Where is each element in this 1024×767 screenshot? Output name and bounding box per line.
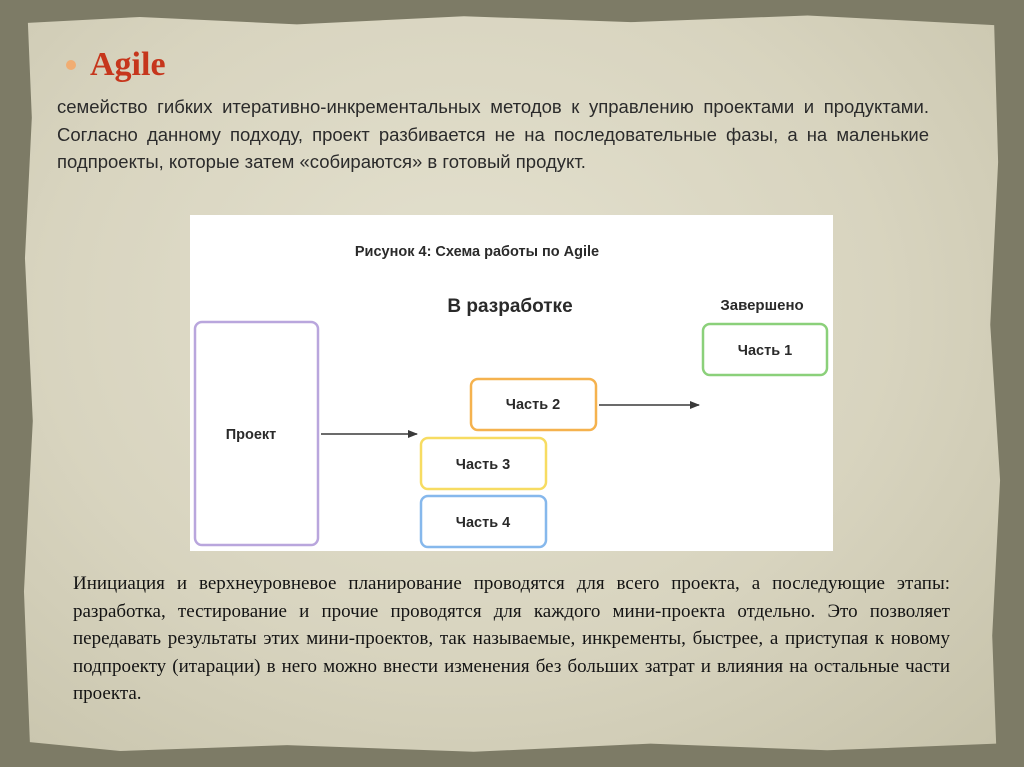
intro-paragraph: семейство гибких итеративно-инкрементальных методов к управлению проектами и продуктами. Согласно данному подходу, проект разбивается не на последовательные фазы, а на маленькие подпроекты, которые затем «собираются» в готовый продукт.: [57, 96, 929, 172]
part-4-label: Часть 4: [455, 515, 511, 531]
done-label: Завершено: [720, 297, 804, 314]
slide-heading: [66, 46, 166, 84]
slide-title: Agile: [90, 46, 166, 83]
agile-diagram: [190, 215, 833, 551]
part-3-label: Часть 3: [455, 457, 511, 473]
part-2-label: Часть 2: [505, 397, 561, 413]
figure-caption: Рисунок 4: Схема работы по Agile: [354, 244, 600, 260]
body-paragraph: Инициация и верхнеуровневое планирование проводятся для всего проекта, а последующие этапы: разработка, тестирование и прочие проводятся для каждого мини-проекта отдельно. Это позволяет передавать результаты этих мини-проектов, так называемые, инкременты, быстрее, а приступая к новому подпроекту (итарации) в него можно внести изменения без больших затрат и влияния на остальные части проекта.: [73, 573, 950, 704]
agile-diagram-svg: [190, 215, 833, 551]
part-1-label: Часть 1: [737, 343, 793, 359]
project-label: Проект: [225, 427, 277, 443]
in-progress-label: В разработке: [447, 296, 573, 317]
bullet-icon: [66, 60, 76, 70]
